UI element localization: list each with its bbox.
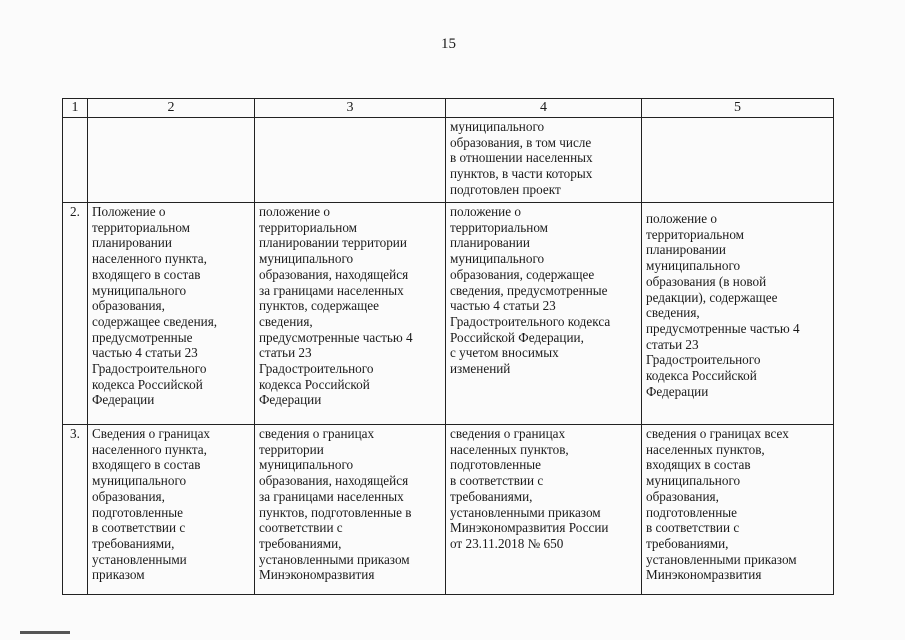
cell-text-line: предусмотренные частью 4 [646,320,800,336]
cell-text-line: образования (в новой [646,273,767,289]
cell-text-line: муниципального [92,473,187,489]
cell-text-line: образования, находящейся [259,266,409,282]
table-row-3 [63,425,834,595]
cell-text-line: редакции), содержащее [646,289,778,305]
header-cell-2: 2 [88,99,255,118]
header-cell-3: 3 [255,99,446,118]
cell-text-line: предусмотренные частью 4 [259,329,413,345]
cell-text-line: планировании [92,235,172,251]
cell-text-line: Градостроительного [259,361,374,377]
cell-text-line: образования, содержащее [450,266,595,282]
cell-text-line: положение о [259,204,330,219]
cell-text-line: входящего в состав [92,266,201,282]
cell-col3 [255,425,446,595]
cell-text-line: сведения о границах [450,426,566,441]
cell-text-line: входящих в состав [646,457,751,473]
cell-text-line: установленными [92,551,187,567]
cell-text-line: территориальном [646,226,745,242]
header-cell-4: 4 [446,99,642,118]
cell-text-line: образования, в том числе [450,134,592,150]
cell-text-line: образования, находящейся [259,473,409,489]
cell-text-line: Градостроительного [92,361,207,377]
cell-col2 [88,425,255,595]
cell-text-line: территориальном [450,219,549,235]
cell-text-line: образования, [646,488,719,504]
cell-text-line: статьи 23 [259,345,312,361]
cell-text-line: территории [259,441,324,457]
cell-text-line: муниципального [92,282,187,298]
cell-col5 [642,118,834,203]
cell-text-line: муниципального [646,473,741,489]
cell-text-line: пунктов, подготовленные в [259,504,412,520]
cell-text-line: требованиями, [92,535,175,551]
cell-text-line: пунктов, содержащее [259,298,379,314]
cell-text-line: с учетом вносимых [450,345,559,361]
cell-col4 [446,425,642,595]
table-header-row [63,99,834,118]
table-row-2 [63,203,834,425]
cell-text-line: в соответствии с [450,473,544,489]
cell-text-line: установленными приказом [259,551,410,567]
cell-text-line: Минэкономразвития России [450,520,609,536]
cell-text-line: установленными приказом [450,504,601,520]
cell-text-line: муниципального [646,258,741,274]
cell-text-line: кодекса Российской [646,368,757,384]
cell-text-line: в отношении населенных [450,150,593,166]
cell-text-line: в соответствии с [92,520,186,536]
cell-text-line: территориальном [92,219,191,235]
cell-text-line: частью 4 статьи 23 [450,298,556,314]
cell-col2 [88,203,255,425]
cell-text-line: территориальном [259,219,358,235]
cell-text-line: Сведения о границах [92,426,211,441]
cell-text-line: Положение о [92,204,166,219]
cell-text-line: планировании территории [259,235,407,251]
cell-text-line: муниципального [450,251,545,267]
cell-text-line: предусмотренные [92,329,193,345]
cell-text-line: положение о [646,211,717,226]
cell-col4 [446,118,642,203]
cell-text-line: муниципального [450,119,545,134]
cell-text-line: в соответствии с [646,520,740,536]
cell-text-line: от 23.11.2018 № 650 [450,535,564,551]
cell-text-line: за границами населенных [259,488,404,504]
cell-text-line: Федерации [92,392,155,408]
cell-text-line: сведения, предусмотренные [450,282,608,298]
cell-col3 [255,203,446,425]
cell-text-line: пунктов, в части которых [450,166,593,182]
cell-text-line: требованиями, [646,535,729,551]
cell-text-line: изменений [450,361,511,377]
cell-col5 [642,203,834,425]
cell-text-line: сведения, [259,313,313,329]
cell-text-line: населенного пункта, [92,251,207,267]
cell-text-line: частью 4 статьи 23 [92,345,198,361]
cell-text-line: требованиями, [450,488,533,504]
cell-text-line: подготовленные [450,457,541,473]
cell-text-line: образования, [92,298,165,314]
cell-text-line: сведения, [646,305,700,321]
cell-text-line: подготовленные [92,504,183,520]
cell-col3 [255,118,446,203]
cell-text-line: подготовленные [646,504,737,520]
cell-text-line: Федерации [646,383,709,399]
cell-text-line: статьи 23 [646,336,699,352]
cell-text-line: кодекса Российской [259,376,370,392]
cell-text-line: Минэкономразвития [646,567,762,583]
cell-text-line: Градостроительного [646,352,761,368]
cell-text-line: населенных пунктов, [646,441,765,457]
cell-col2 [88,118,255,203]
cell-text-line: Российской Федерации, [450,329,584,345]
cell-text-line: образования, [92,488,165,504]
cell-text-line: планировании [646,242,726,258]
cell-text-line: подготовлен проект [450,181,561,197]
cell-text-line: сведения о границах [259,426,375,441]
cell-text-line: соответствии с [259,520,343,536]
cell-text-line: муниципального [259,457,354,473]
row-number: 3. [63,425,88,595]
cell-col4 [446,203,642,425]
cell-text-line: за границами населенных [259,282,404,298]
page-number: 15 [441,36,456,52]
cell-text-line: населенных пунктов, [450,441,569,457]
document-table [62,98,834,595]
cell-text-line: Градостроительного кодекса [450,313,611,329]
cell-text-line: установленными приказом [646,551,797,567]
cell-text-line: положение о [450,204,521,219]
cell-text-line: муниципального [259,251,354,267]
table-row-continuation [63,118,834,203]
cell-num [63,118,88,203]
cell-text-line: Федерации [259,392,322,408]
cell-text-line: содержащее сведения, [92,313,218,329]
cell-text-line: Минэкономразвития [259,567,375,583]
row-number: 2. [63,203,88,425]
cell-text-line: требованиями, [259,535,342,551]
header-cell-1: 1 [63,99,88,118]
cell-text-line: населенного пункта, [92,441,207,457]
cell-text-line: сведения о границах всех [646,426,789,441]
header-cell-5: 5 [642,99,834,118]
cell-text-line: кодекса Российской [92,376,203,392]
cell-text-line: входящего в состав [92,457,201,473]
cell-text-line: планировании [450,235,530,251]
cell-text-line: приказом [92,567,145,583]
cell-col5 [642,425,834,595]
scan-edge-mark [20,631,70,634]
